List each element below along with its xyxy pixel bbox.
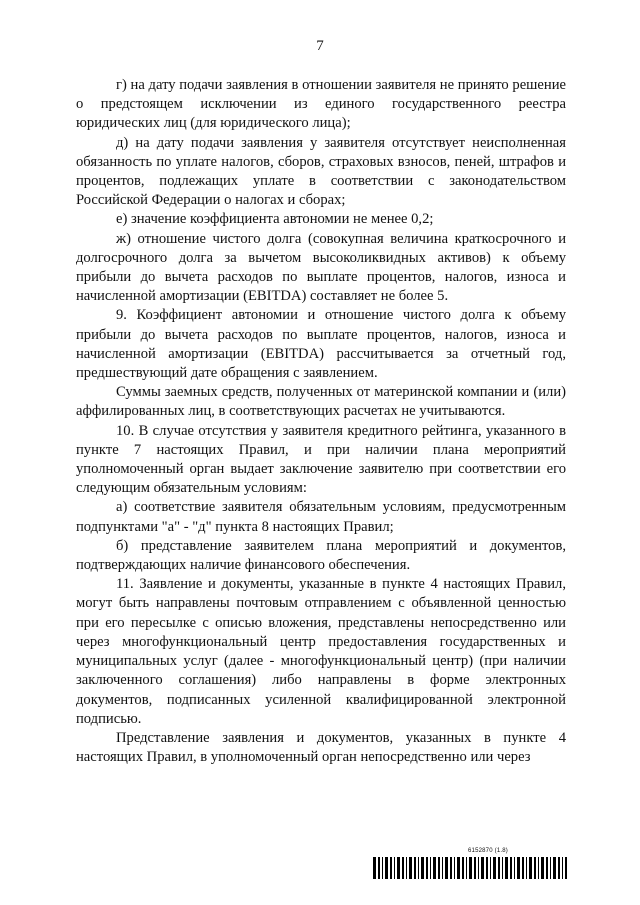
- paragraph-9-borrowed-funds: Суммы заемных средств, полученных от материнской компании и (или) аффилированных лиц, в соответствующих расчетах не учитываются.: [76, 384, 566, 420]
- document-code: 6152870 (1.8): [468, 848, 508, 854]
- barcode-image: [373, 857, 567, 879]
- paragraph-8zh: ж) отношение чистого долга (совокупная величина краткосрочного и долгосрочного долга за вычетом высоколиквидных активов) к объему прибыли до вычета расходов по выплате процентов, налогов, износа и начисленной амортизации (EBITDA) составляет не более 5.: [76, 230, 566, 305]
- paragraph-10: 10. В случае отсутствия у заявителя кредитного рейтинга, указанного в пункте 7 настоящих Правил, и при наличии плана мероприятий уполномоченный орган выдает заключение заявителю при соответствии его следующим обязательным условиям:: [76, 422, 566, 497]
- paragraph-8d: д) на дату подачи заявления у заявителя отсутствует неисполненная обязанность по уплате налогов, сборов, страховых взносов, пеней, штрафов и процентов, подлежащих уплате в соответствии с законодательством Российской Федерации о налогах и сборах;: [76, 134, 566, 209]
- paragraph-10b: б) представление заявителем плана мероприятий и документов, подтверждающих наличие финансового обеспечения.: [76, 537, 566, 574]
- paragraph-8g: г) на дату подачи заявления в отношении заявителя не принято решение о предстоящем исключении из единого государственного реестра юридических лиц (для юридического лица);: [76, 77, 566, 132]
- paragraph-10a: а) соответствие заявителя обязательным условиям, предусмотренным подпунктами "а" - "д" пункта 8 настоящих Правил;: [76, 499, 566, 535]
- paragraph-9: 9. Коэффициент автономии и отношение чистого долга к объему прибыли до вычета расходов по выплате процентов, налогов, износа и начисленной амортизации (EBITDA) рассчитывается за отчетный год, предшествующий дате обращения с заявлением.: [76, 307, 566, 382]
- page-number: 7: [316, 38, 324, 54]
- paragraph-11: 11. Заявление и документы, указанные в пункте 4 настоящих Правил, могут быть направлены почтовым отправлением с объявленной ценностью при его пересылке с описью вложения, представлены непосредственно или через многофункциональный центр предоставления государственных и муниципальных услуг (далее - многофункциональный центр) (при наличии заключенного соглашения) либо направлены в форме электронных документов, подписанных усиленной квалифицированной электронной подписью.: [76, 576, 566, 727]
- document-body: [76, 76, 566, 767]
- paragraph-11-submission: Представление заявления и документов, указанных в пункте 4 настоящих Правил, в уполномоченный орган непосредственно или через: [76, 729, 566, 766]
- paragraph-8e: е) значение коэффициента автономии не менее 0,2;: [116, 211, 434, 228]
